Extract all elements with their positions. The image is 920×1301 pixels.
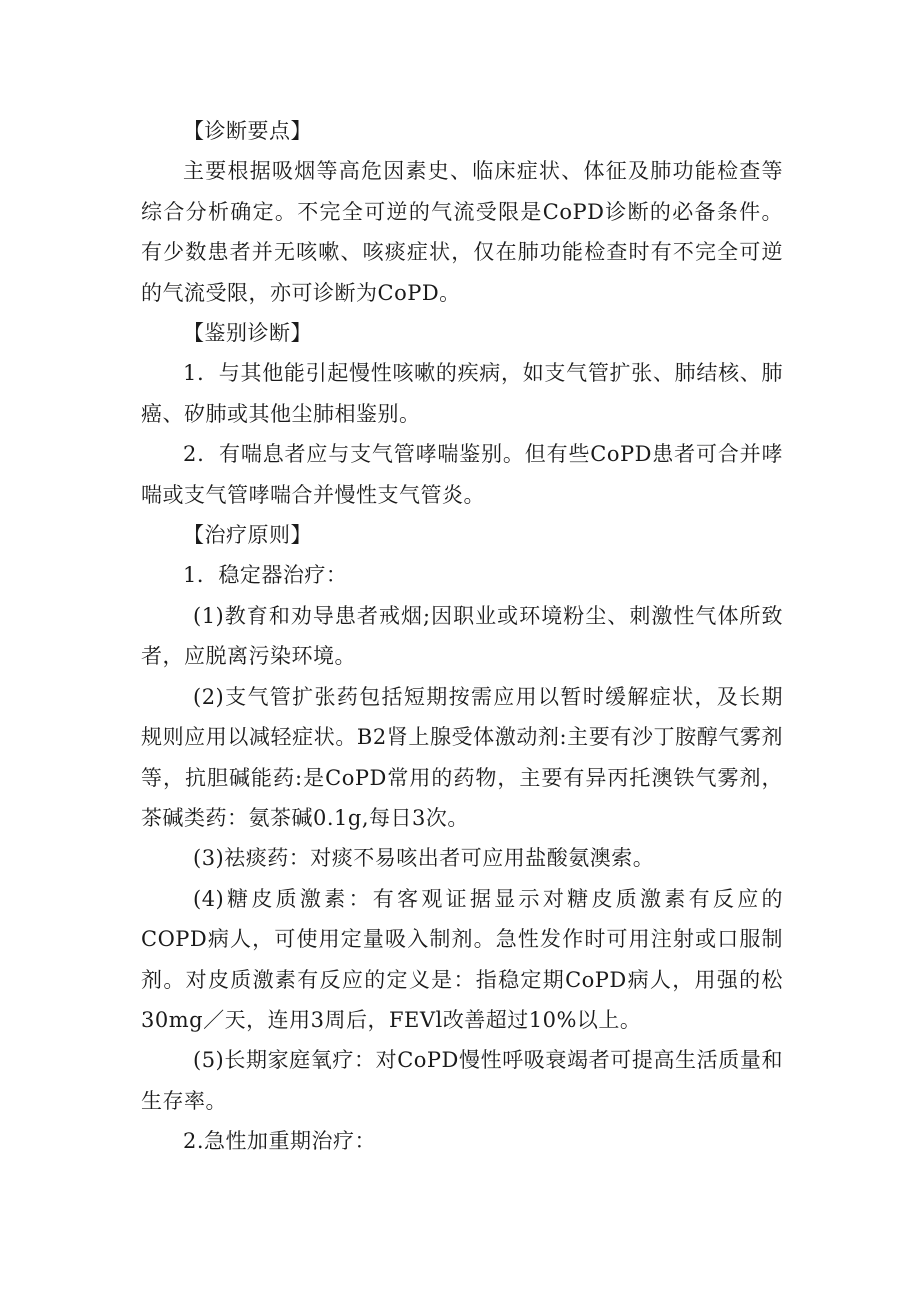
paragraph-stable-3: (3)祛痰药：对痰不易咳出者可应用盐酸氨澳索。 xyxy=(193,846,655,871)
paragraph-stable-title: 1．稳定器治疗： xyxy=(183,563,348,588)
paragraph-acute-title: 2.急性加重期治疗： xyxy=(183,1129,377,1154)
paragraph-stable-2: (2)支气管扩张药包括短期按需应用以暂时缓解症状，及长期规则应用以减轻症状。B2肾上腺受体激动剂:主要有沙丁胺醇气雾剂等，抗胆碱能药:是CoPD常用的药物，主要有异丙托澳铁气雾剂，茶碱类药：氨茶碱0.1g,每日3次。 xyxy=(141,684,783,830)
paragraph-differential-1: 1．与其他能引起慢性咳嗽的疾病，如支气管扩张、肺结核、肺癌、矽肺或其他尘肺相鉴别。 xyxy=(141,361,783,426)
paragraph-differential-2: 2．有喘息者应与支气管哮喘鉴别。但有些CoPD患者可合并哮喘或支气管哮喘合并慢性支气管炎。 xyxy=(141,442,783,507)
document-page xyxy=(141,111,783,1162)
section-heading-differential: 【鉴别诊断】 xyxy=(183,321,312,346)
paragraph-stable-1: (1)教育和劝导患者戒烟;因职业或环境粉尘、刺激性气体所致者，应脱离污染环境。 xyxy=(141,603,783,669)
paragraph-diagnosis: 主要根据吸烟等高危因素史、临床症状、体征及肺功能检查等综合分析确定。不完全可逆的气流受限是CoPD诊断的必备条件。有少数患者并无咳嗽、咳痰症状，仅在肺功能检查时有不完全可逆的气流受限，亦可诊断为CoPD。 xyxy=(141,159,783,305)
section-heading-treatment: 【治疗原则】 xyxy=(183,523,312,548)
paragraph-stable-4: (4)糖皮质激素：有客观证据显示对糖皮质激素有反应的COPD病人，可使用定量吸入制剂。急性发作时可用注射或口服制剂。对皮质激素有反应的定义是：指稳定期CoPD病人，用强的松30mg／天，连用3周后，FEVl改善超过10%以上。 xyxy=(141,886,783,1032)
section-heading-diagnosis: 【诊断要点】 xyxy=(183,119,312,143)
paragraph-stable-5: (5)长期家庭氧疗：对CoPD慢性呼吸衰竭者可提高生活质量和生存率。 xyxy=(141,1048,783,1113)
